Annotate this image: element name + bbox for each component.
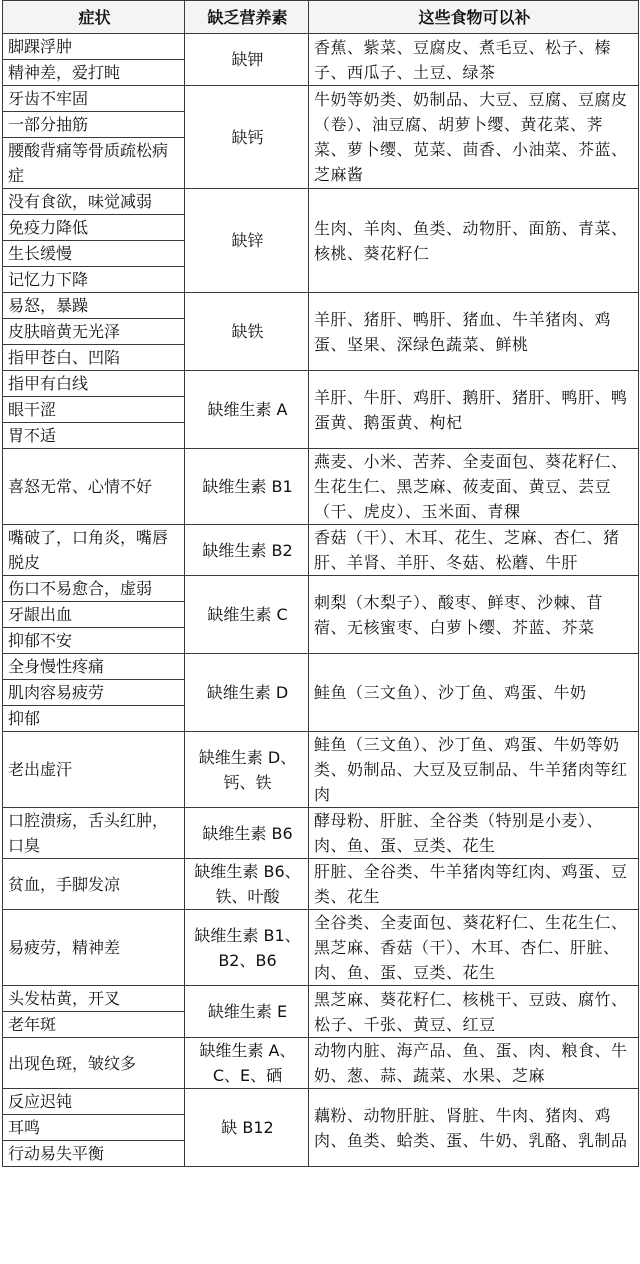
symptom-cell: 记忆力下降 <box>3 267 185 293</box>
symptom-cell: 指甲有白线 <box>3 371 185 397</box>
table-row <box>3 808 639 859</box>
symptom-cell: 易疲劳，精神差 <box>3 910 185 986</box>
nutrient-cell: 缺钙 <box>185 86 309 189</box>
symptom-cell: 牙齿不牢固 <box>3 86 185 112</box>
symptom-cell: 头发枯黄，开叉 <box>3 986 185 1012</box>
symptom-cell: 脚踝浮肿 <box>3 34 185 60</box>
nutrient-cell: 缺维生素 E <box>185 986 309 1038</box>
food-cell: 鲑鱼（三文鱼）、沙丁鱼、鸡蛋、牛奶等奶类、奶制品、大豆及豆制品、牛羊猪肉等红肉 <box>309 732 639 808</box>
nutrient-cell: 缺维生素 B6、铁、叶酸 <box>185 859 309 910</box>
food-cell: 刺梨（木梨子）、酸枣、鲜枣、沙棘、苜蓿、无核蜜枣、白萝卜缨、芥蓝、芥菜 <box>309 576 639 654</box>
nutrient-cell: 缺维生素 B6 <box>185 808 309 859</box>
table-row <box>3 449 639 525</box>
symptom-cell: 全身慢性疼痛 <box>3 654 185 680</box>
food-cell: 燕麦、小米、苦荞、全麦面包、葵花籽仁、生花生仁、黑芝麻、莜麦面、黄豆、芸豆（干、虎皮）、玉米面、青稞 <box>309 449 639 525</box>
nutrient-cell: 缺维生素 B2 <box>185 525 309 576</box>
nutrient-cell: 缺维生素 D <box>185 654 309 732</box>
nutrient-cell: 缺维生素 B1、B2、B6 <box>185 910 309 986</box>
symptom-cell: 精神差，爱打盹 <box>3 60 185 86</box>
food-cell: 羊肝、猪肝、鸭肝、猪血、牛羊猪肉、鸡蛋、坚果、深绿色蔬菜、鲜桃 <box>309 293 639 371</box>
table-row <box>3 525 639 576</box>
food-cell: 黑芝麻、葵花籽仁、核桃干、豆豉、腐竹、松子、千张、黄豆、红豆 <box>309 986 639 1038</box>
symptom-cell: 老年斑 <box>3 1012 185 1038</box>
symptom-cell: 胃不适 <box>3 423 185 449</box>
symptom-cell: 抑郁 <box>3 706 185 732</box>
nutrient-cell: 缺维生素 D、钙、铁 <box>185 732 309 808</box>
nutrient-cell: 缺钾 <box>185 34 309 86</box>
symptom-cell: 眼干涩 <box>3 397 185 423</box>
nutrient-cell: 缺维生素 C <box>185 576 309 654</box>
symptom-cell: 老出虚汗 <box>3 732 185 808</box>
symptom-cell: 牙龈出血 <box>3 602 185 628</box>
table-row <box>3 859 639 910</box>
food-cell: 羊肝、牛肝、鸡肝、鹅肝、猪肝、鸭肝、鸭蛋黄、鹅蛋黄、枸杞 <box>309 371 639 449</box>
table-row <box>3 910 639 986</box>
food-cell: 牛奶等奶类、奶制品、大豆、豆腐、豆腐皮（卷）、油豆腐、胡萝卜缨、黄花菜、荠菜、萝卜缨、苋菜、茴香、小油菜、芥蓝、芝麻酱 <box>309 86 639 189</box>
symptom-cell: 肌肉容易疲劳 <box>3 680 185 706</box>
nutrient-cell: 缺维生素 A、C、E、硒 <box>185 1038 309 1089</box>
food-cell: 鲑鱼（三文鱼）、沙丁鱼、鸡蛋、牛奶 <box>309 654 639 732</box>
table-row <box>3 1038 639 1089</box>
food-cell: 动物内脏、海产品、鱼、蛋、肉、粮食、牛奶、葱、蒜、蔬菜、水果、芝麻 <box>309 1038 639 1089</box>
nutrient-cell: 缺维生素 B1 <box>185 449 309 525</box>
symptom-cell: 易怒，暴躁 <box>3 293 185 319</box>
table-row <box>3 189 639 215</box>
symptom-cell: 生长缓慢 <box>3 241 185 267</box>
nutrition-table <box>2 0 639 1167</box>
symptom-cell: 腰酸背痛等骨质疏松病症 <box>3 138 185 189</box>
symptom-cell: 口腔溃疡，舌头红肿，口臭 <box>3 808 185 859</box>
symptom-cell: 贫血，手脚发凉 <box>3 859 185 910</box>
food-cell: 生肉、羊肉、鱼类、动物肝、面筋、青菜、核桃、葵花籽仁 <box>309 189 639 293</box>
symptom-cell: 出现色斑，皱纹多 <box>3 1038 185 1089</box>
table-row <box>3 86 639 112</box>
food-cell: 全谷类、全麦面包、葵花籽仁、生花生仁、黑芝麻、香菇（干）、木耳、杏仁、肝脏、肉、鱼、蛋、豆类、花生 <box>309 910 639 986</box>
symptom-cell: 嘴破了，口角炎，嘴唇脱皮 <box>3 525 185 576</box>
header-nutrient: 缺乏营养素 <box>185 1 309 34</box>
symptom-cell: 伤口不易愈合，虚弱 <box>3 576 185 602</box>
table-row <box>3 1089 639 1115</box>
header-row <box>3 1 639 34</box>
food-cell: 香蕉、紫菜、豆腐皮、煮毛豆、松子、榛子、西瓜子、土豆、绿茶 <box>309 34 639 86</box>
header-food: 这些食物可以补 <box>309 1 639 34</box>
symptom-cell: 耳鸣 <box>3 1115 185 1141</box>
table-row <box>3 732 639 808</box>
food-cell: 香菇（干）、木耳、花生、芝麻、杏仁、猪肝、羊肾、羊肝、冬菇、松蘑、牛肝 <box>309 525 639 576</box>
table-row <box>3 654 639 680</box>
table-row <box>3 371 639 397</box>
symptom-cell: 行动易失平衡 <box>3 1141 185 1167</box>
symptom-cell: 免疫力降低 <box>3 215 185 241</box>
nutrient-cell: 缺铁 <box>185 293 309 371</box>
header-symptom: 症状 <box>3 1 185 34</box>
nutrient-cell: 缺锌 <box>185 189 309 293</box>
table-row <box>3 986 639 1012</box>
symptom-cell: 抑郁不安 <box>3 628 185 654</box>
symptom-cell: 喜怒无常、心情不好 <box>3 449 185 525</box>
food-cell: 藕粉、动物肝脏、肾脏、牛肉、猪肉、鸡肉、鱼类、蛤类、蛋、牛奶、乳酪、乳制品 <box>309 1089 639 1167</box>
nutrient-cell: 缺 B12 <box>185 1089 309 1167</box>
food-cell: 肝脏、全谷类、牛羊猪肉等红肉、鸡蛋、豆类、花生 <box>309 859 639 910</box>
table-row <box>3 34 639 60</box>
nutrient-cell: 缺维生素 A <box>185 371 309 449</box>
symptom-cell: 指甲苍白、凹陷 <box>3 345 185 371</box>
symptom-cell: 一部分抽筋 <box>3 112 185 138</box>
food-cell: 酵母粉、肝脏、全谷类（特别是小麦）、肉、鱼、蛋、豆类、花生 <box>309 808 639 859</box>
symptom-cell: 反应迟钝 <box>3 1089 185 1115</box>
symptom-cell: 皮肤暗黄无光泽 <box>3 319 185 345</box>
table-row <box>3 576 639 602</box>
symptom-cell: 没有食欲，味觉减弱 <box>3 189 185 215</box>
table-row <box>3 293 639 319</box>
